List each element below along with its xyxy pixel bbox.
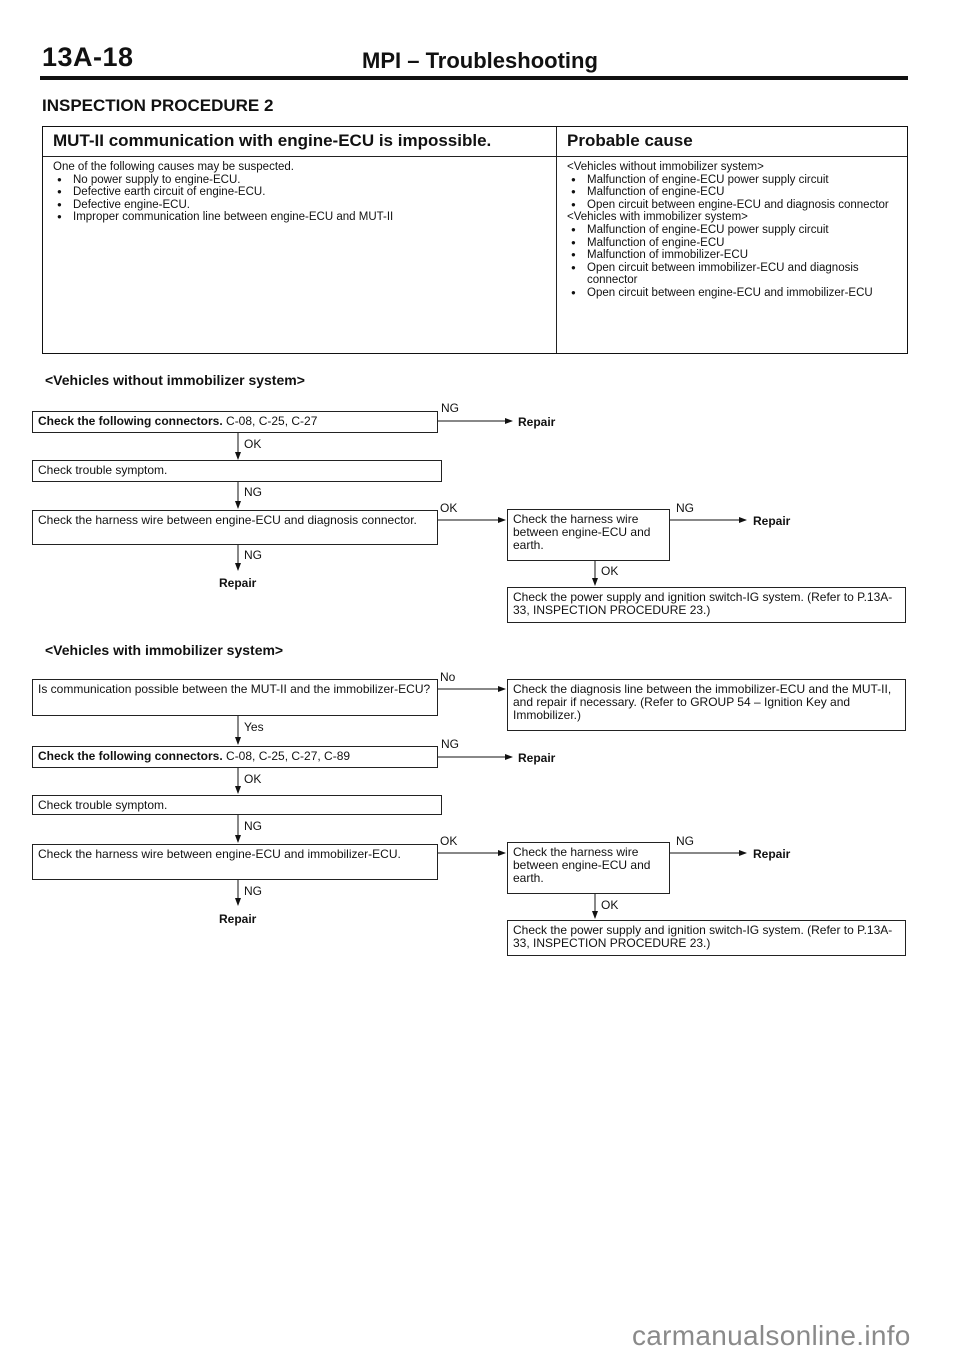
f2-check-trouble-symptom: Check trouble symptom. [32, 795, 442, 815]
f1-check-power-supply: Check the power supply and ignition switch-IG system. (Refer to P.13A-33, INSPECTION PROCEDURE 23.) [507, 587, 906, 623]
section-with-immobilizer: <Vehicles with immobilizer system> [45, 642, 284, 658]
f1-check-trouble-symptom: Check trouble symptom. [32, 460, 442, 482]
label-ng: NG [244, 884, 262, 898]
f2-check-power-supply: Check the power supply and ignition switch-IG system. (Refer to P.13A-33, INSPECTION PROCEDURE 23.) [507, 920, 906, 956]
list-item: ● Defective earth circuit of engine-ECU. [53, 186, 543, 199]
repair-label: Repair [518, 415, 556, 429]
list-item: ● Improper communication line between engine-ECU and MUT-II [53, 211, 543, 224]
repair-label: Repair [518, 751, 556, 765]
list-item: ● Malfunction of engine-ECU power supply circuit [567, 174, 903, 187]
procedure-title: INSPECTION PROCEDURE 2 [42, 96, 274, 115]
section-title: MPI – Troubleshooting [362, 48, 598, 73]
label-ng: NG [676, 834, 694, 848]
repair-label: Repair [219, 912, 257, 926]
list-item: ● Malfunction of engine-ECU [567, 237, 903, 250]
section-without-immobilizer: <Vehicles without immobilizer system> [45, 372, 305, 388]
repair-label: Repair [753, 514, 791, 528]
watermark: carmanualsonline.info [632, 1320, 911, 1351]
label-ok: OK [244, 437, 262, 451]
probable-cause-header: Probable cause [567, 131, 693, 150]
f1-check-harness-diagnosis: Check the harness wire between engine-ECU and diagnosis connector. [32, 510, 438, 545]
f2-check-mut-communication: Is communication possible between the MUT-II and the immobilizer-ECU? [32, 679, 438, 716]
list-item: ● Defective engine-ECU. [53, 199, 543, 212]
symptom-header: MUT-II communication with engine-ECU is impossible. [53, 131, 492, 150]
group-title-without-immobilizer: <Vehicles without immobilizer system> [567, 161, 764, 173]
list-item: ● Malfunction of immobilizer-ECU [567, 249, 903, 262]
group-title-with-immobilizer: <Vehicles with immobilizer system> [567, 211, 748, 224]
f2-check-connectors [32, 746, 438, 768]
f1-check-connectors-list: C-08, C-25, C-27 [222, 414, 318, 428]
label-ng: NG [244, 548, 262, 562]
label-ng: NG [244, 819, 262, 833]
repair-label: Repair [753, 847, 791, 861]
list-item: ● Malfunction of engine-ECU power supply circuit [567, 224, 903, 237]
list-item: ● Malfunction of engine-ECU [567, 186, 903, 199]
f2-check-connectors-bold: Check the following connectors. [38, 749, 223, 763]
label-ok: OK [440, 501, 458, 515]
f1-check-connectors-bold: Check the following connectors. [38, 414, 223, 428]
label-ng: NG [441, 737, 459, 751]
label-ng: NG [441, 401, 459, 415]
label-no: No [440, 670, 456, 684]
label-ok: OK [440, 834, 458, 848]
f2-check-harness-immobilizer: Check the harness wire between engine-ECU and immobilizer-ECU. [32, 844, 438, 880]
label-ng: NG [676, 501, 694, 515]
list-item: ● Open circuit between engine-ECU and immobilizer-ECU [567, 287, 903, 300]
label-ok: OK [601, 898, 619, 912]
f1-check-connectors [32, 411, 438, 433]
label-ok: OK [601, 564, 619, 578]
list-item: ● No power supply to engine-ECU. [53, 174, 543, 187]
label-yes: Yes [244, 720, 264, 734]
label-ng: NG [244, 485, 262, 499]
f1-check-harness-earth: Check the harness wire between engine-ECU and earth. [507, 509, 670, 561]
label-ok: OK [244, 772, 262, 786]
repair-label: Repair [219, 576, 257, 590]
page-number: 13A-18 [42, 42, 134, 72]
suspected-intro: One of the following causes may be suspected. [53, 161, 295, 173]
f2-check-harness-earth: Check the harness wire between engine-ECU and earth. [507, 842, 670, 894]
list-item: ● Open circuit between immobilizer-ECU and diagnosis connector [567, 262, 903, 287]
f2-check-connectors-list: C-08, C-25, C-27, C-89 [222, 749, 351, 763]
list-item: ● Open circuit between engine-ECU and diagnosis connector [567, 199, 903, 212]
f2-check-diagnosis-line: Check the diagnosis line between the immobilizer-ECU and the MUT-II, and repair if necessary. (Refer to GROUP 54 – Ignition Key and Immobilizer.) [507, 679, 906, 731]
